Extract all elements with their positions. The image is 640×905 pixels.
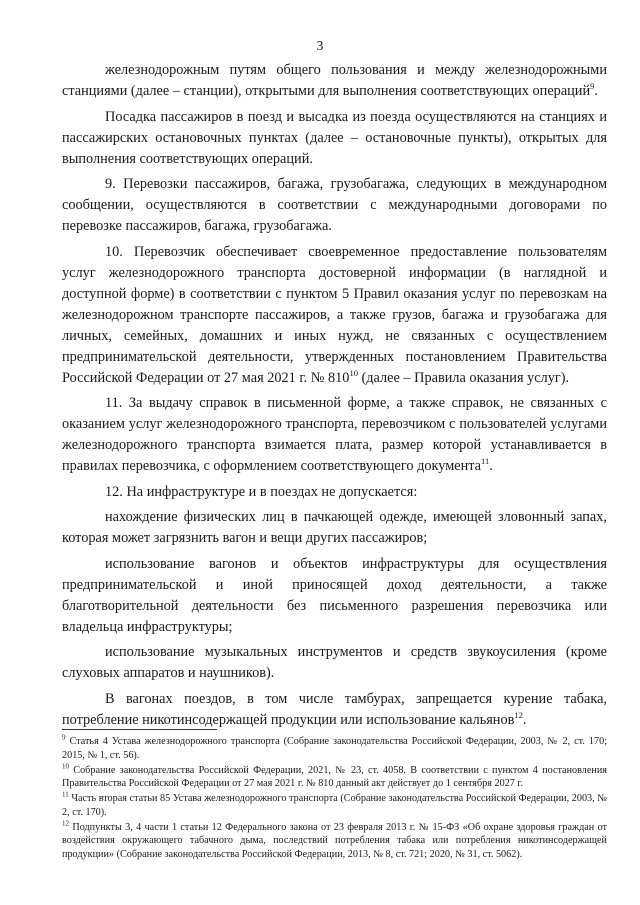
footnotes	[62, 735, 607, 863]
paragraph: 11. За выдачу справок в письменной форме, а также справок, не связанных с оказанием услуг железнодорожного транспорта, перевозчиком с пользователей услугами железнодорожного транспорта взимается плата, размер которой устанавливается в правилах перевозчика, с оформлением соответствующего документа$^{11}$.	[62, 395, 607, 474]
footnote: $^{10}$ Собрание законодательства Российской Федерации, 2021, № 23, ст. 4058. В соответствии с пунктом 4 постановления Правительства Российской Федерации от 27 мая 2021 г. № 810 данный акт действует до 1 сентября 2027 г.	[62, 762, 607, 789]
footnote: $^9$ Статья 4 Устава железнодорожного транспорта (Собрание законодательства Российской Федерации, 2003, № 2, ст. 170; 2015, № 1, ст. 56).	[62, 733, 607, 761]
paragraph: 10. Перевозчик обеспечивает своевременное предоставление пользователям услуг железнодорожного транспорта достоверной информации (в наглядной и доступной форме) в соответствии с пунктом 5 Правил оказания услуг по перевозкам на железнодорожном транспорте пассажиров, а также грузов, багажа и грузобагажа для личных, семейных, домашних и иных нужд, не связанных с осуществлением предпринимательской деятельности, утвержденных постановлением Правительства Российской Федерации от 27 мая 2021 г. № $810^{10}$ (далее – Правила оказания услуг).	[62, 243, 607, 386]
footnote: $^{11}$ Часть вторая статьи 85 Устава железнодорожного транспорта (Собрание законодательства Российской Федерации, 2003, № 2, ст. 170).	[62, 790, 607, 818]
footnote-ref: 11	[481, 456, 490, 467]
paragraph: 12. На инфраструктуре и в поездах не допускается:	[105, 483, 418, 500]
footnote: $^{12}$ Подпункты 3, 4 части 1 статьи 12 Федерального закона от 23 февраля 2013 г. № 15-ФЗ «Об охране здоровья граждан от воздействия окружающего табачного дыма, последствий потребления табака или потребления никотинсодержащей продукции» (Собрание законодательства Российской Федерации, 2013, № 8, ст. 721; 2020, № 31, ст. 5062).	[62, 819, 607, 860]
paragraph: использование музыкальных инструментов и средств звукоусиления (кроме слуховых аппаратов и наушников).	[62, 644, 607, 681]
footnote-ref: 10	[349, 367, 358, 378]
paragraph: нахождение физических лиц в пачкающей одежде, имеющей зловонный запах, которая может загрязнить вагон и вещи других пассажиров;	[62, 509, 607, 546]
footnote-separator	[62, 729, 217, 730]
paragraph: Посадка пассажиров в поезд и высадка из поезда осуществляются на станциях и пассажирских остановочных пунктах (далее – остановочные пункты), открытых для выполнения соответствующих операций.	[62, 108, 607, 167]
page-number: 3	[316, 38, 324, 53]
main-text	[62, 60, 607, 731]
paragraph: 9. Перевозки пассажиров, багажа, грузобагажа, следующих в международном сообщении, осуществляются в соответствии с международными договорами по перевозке пассажиров, багажа, грузобагажа.	[62, 176, 607, 234]
paragraph: использование вагонов и объектов инфраструктуры для осуществления предпринимательской и иной приносящей доход деятельности, а также благотворительной деятельности без письменного разрешения перевозчика или владельца инфраструктуры;	[62, 555, 607, 635]
paragraph: В вагонах поездов, в том числе тамбурах, запрещается курение табака, потребление никотинсодержащей продукции или использование кальянов$^{12}$.	[62, 690, 607, 728]
paragraph: железнодорожным путям общего пользования и между железнодорожными станциями (далее – станции), открытыми для выполнения соответствующих операций$^9$.	[62, 62, 607, 99]
footnote-ref: 9	[590, 81, 595, 92]
footnote-ref: 12	[514, 709, 523, 720]
